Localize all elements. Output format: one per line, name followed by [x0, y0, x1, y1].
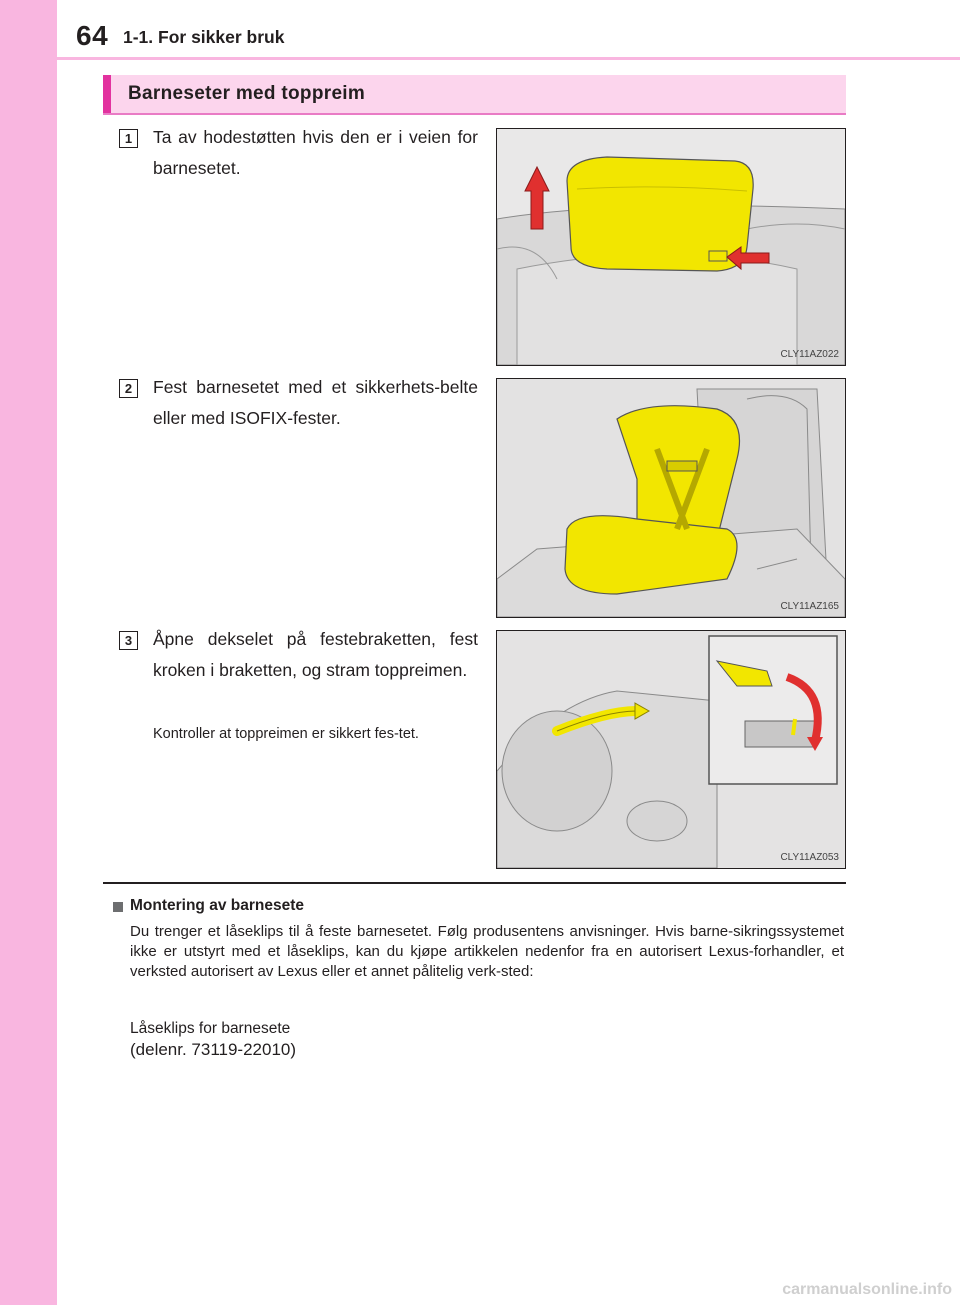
- header-rule: [57, 57, 960, 60]
- step-1-text: Ta av hodestøtten hvis den er i veien for barnesetet.: [153, 127, 478, 178]
- note-body: Du trenger et låseklips til å feste barnesetet. Følg produsentens anvisninger. Hvis barne-sikringssystemet ikke er utstyrt med et låseklips, kan du kjøpe artikkelen nedenfor fra en autorisert Lexus-forhandler, et verksted autorisert av Lexus eller et annet pålitelig verk-sted:: [130, 923, 844, 980]
- step-2-number: 2: [119, 379, 138, 398]
- image-code-3: CLY11AZ053: [780, 852, 839, 863]
- child-seat-illustration: [496, 378, 846, 618]
- page-number: 64: [76, 20, 109, 51]
- image-code-2: CLY11AZ165: [780, 601, 839, 612]
- section-title: 1-1. For sikker bruk: [123, 27, 285, 47]
- top-tether-illustration: [496, 630, 846, 869]
- image-code-1: CLY11AZ022: [780, 349, 839, 360]
- step-1-number: 1: [119, 129, 138, 148]
- step-3-note: Kontroller at toppreimen er sikkert fes-tet.: [153, 726, 419, 742]
- step-3-number: 3: [119, 631, 138, 650]
- section-banner: [103, 75, 846, 115]
- headrest-removal-illustration: [496, 128, 846, 366]
- footer-watermark: carmanualsonline.info: [782, 1281, 952, 1298]
- part-number: (delenr. 73119-22010): [130, 1040, 297, 1059]
- part-label: Låseklips for barnesete: [130, 1020, 291, 1037]
- note-heading: Montering av barnesete: [130, 897, 304, 914]
- page-margin-strip: [0, 0, 57, 1305]
- step-2-text: Fest barnesetet med et sikkerhets-belte eller med ISOFIX-fester.: [153, 377, 478, 428]
- section-divider: [103, 882, 846, 884]
- step-3-text: Åpne dekselet på festebraketten, fest kroken i braketten, og stram toppreimen.: [153, 629, 478, 680]
- banner-title: Barneseter med toppreim: [128, 83, 366, 104]
- banner-accent-bar: [103, 75, 111, 113]
- bullet-square-icon: [113, 902, 123, 912]
